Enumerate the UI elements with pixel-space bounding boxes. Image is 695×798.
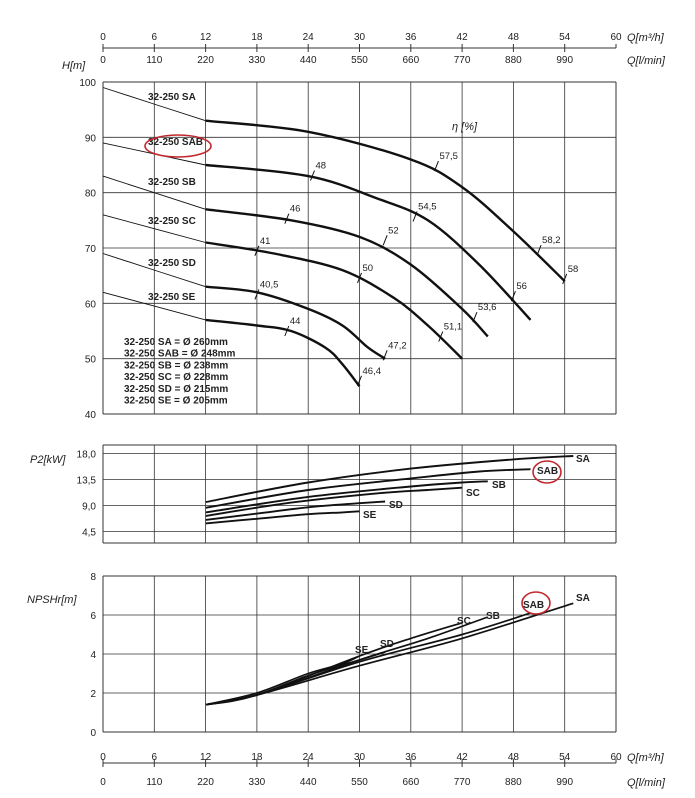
diameter-legend-item: 32-250 SE = Ø 205mm [124, 395, 228, 407]
head-y-tick-label: 40 [84, 410, 96, 421]
bottom-lmin-tick-label: 990 [556, 777, 574, 788]
head-curve-label: 32-250 SD [148, 258, 196, 269]
diameter-legend-item: 32-250 SD = Ø 215mm [124, 383, 229, 395]
npsh-curve-se [206, 656, 360, 705]
npsh-curve-label: SE [355, 645, 369, 656]
diameter-legend-item: 32-250 SA = Ø 260mm [124, 337, 228, 348]
top-lmin-tick-label: 550 [351, 55, 368, 66]
efficiency-mark-label: 58,2 [542, 235, 561, 247]
efficiency-mark-label: 50 [362, 262, 374, 274]
head-curve-32-250-sc [206, 243, 463, 359]
efficiency-mark-label: 46,4 [362, 365, 381, 377]
npsh-y-tick-label: 0 [90, 728, 96, 739]
bottom-lmin-tick-label: 220 [197, 777, 214, 788]
power-curve-sc [206, 488, 463, 516]
top-lmin-tick-label: 110 [146, 55, 163, 66]
npsh-curve-label: SD [380, 639, 394, 650]
npsh-y-tick-label: 4 [90, 650, 96, 661]
power-y-tick-label: 18,0 [76, 449, 96, 461]
head-y-tick-label: 50 [84, 354, 96, 366]
efficiency-mark-label: 51,1 [443, 321, 463, 333]
npsh-curve-label: SB [486, 611, 500, 622]
power-y-tick-label: 9,0 [82, 501, 96, 513]
efficiency-label: η [%] [452, 121, 478, 133]
efficiency-mark-label: 53,6 [477, 302, 497, 314]
npsh-y-axis-label: NPSHr[m] [27, 594, 77, 606]
head-curve-label: 32-250 SB [148, 177, 196, 188]
bottom-m3h-tick-label: 54 [559, 752, 571, 763]
bottom-lmin-tick-label: 110 [146, 777, 163, 788]
npsh-curve-sab [206, 613, 531, 705]
bottom-lmin-tick-label: 880 [505, 777, 522, 788]
efficiency-mark-label: 52 [388, 225, 399, 237]
npsh-y-tick-label: 8 [90, 572, 96, 583]
diameter-legend-item: 32-250 SB = Ø 238mm [124, 360, 229, 372]
efficiency-mark-label: 54,5 [418, 201, 437, 213]
bottom-m3h-tick-label: 24 [302, 752, 314, 763]
efficiency-mark-label: 48 [315, 160, 327, 172]
power-curve-label: SC [466, 488, 480, 499]
npsh-y-tick-label: 6 [90, 611, 96, 622]
npsh-curve-label: SC [457, 616, 471, 627]
head-y-tick-label: 70 [84, 244, 96, 255]
efficiency-mark [383, 235, 387, 245]
power-curve-label: SD [389, 500, 403, 511]
top-lmin-tick-label: 880 [505, 55, 522, 66]
bottom-lmin-tick-label: 660 [402, 777, 420, 788]
power-y-tick-label: 13,5 [76, 475, 96, 487]
top-m3h-tick-label: 36 [405, 32, 417, 43]
efficiency-mark-label: 40,5 [259, 279, 279, 291]
diameter-legend-item: 32-250 SAB = Ø 248mm [124, 348, 236, 360]
power-curve-label: SB [492, 480, 506, 491]
top-m3h-tick-label: 24 [302, 32, 314, 43]
npsh-y-tick-label: 2 [90, 689, 96, 700]
efficiency-mark-label: 58 [567, 263, 579, 275]
npsh-curve-label: SA [576, 593, 590, 604]
head-y-tick-label: 80 [84, 188, 96, 200]
top-lmin-tick-label: 660 [402, 55, 420, 66]
top-lmin-tick-label: 220 [197, 55, 214, 66]
power-curve-sa [206, 456, 574, 502]
head-curve-label: 32-250 SAB [148, 137, 204, 148]
top-m3h-tick-label: 18 [251, 32, 263, 43]
top-q-lmin-label: Q[l/min] [627, 55, 665, 67]
head-y-tick-label: 60 [84, 299, 96, 311]
efficiency-mark-label: 41 [259, 235, 271, 247]
power-y-tick-label: 4,5 [82, 527, 96, 539]
top-m3h-tick-label: 42 [456, 32, 468, 43]
bottom-m3h-tick-label: 18 [251, 752, 263, 763]
bottom-lmin-tick-label: 0 [100, 777, 106, 788]
bottom-m3h-tick-label: 36 [405, 752, 417, 763]
top-lmin-tick-label: 770 [453, 55, 471, 66]
bottom-q-lmin-label: Q[l/min] [627, 777, 665, 789]
top-lmin-tick-label: 330 [248, 55, 266, 66]
bottom-m3h-tick-label: 6 [151, 752, 158, 763]
efficiency-mark-label: 56 [516, 281, 527, 293]
bottom-m3h-tick-label: 60 [610, 752, 622, 763]
efficiency-mark-label: 44 [289, 316, 301, 327]
top-m3h-tick-label: 60 [610, 32, 622, 43]
top-m3h-tick-label: 48 [507, 32, 519, 43]
top-lmin-tick-label: 990 [556, 55, 574, 66]
bottom-lmin-tick-label: 440 [299, 777, 317, 788]
diameter-legend-item: 32-250 SC = Ø 228mm [124, 372, 229, 384]
head-curve-label: 32-250 SA [148, 92, 196, 103]
efficiency-mark [537, 245, 541, 255]
bottom-lmin-tick-label: 770 [453, 777, 471, 788]
bottom-m3h-tick-label: 48 [507, 752, 519, 763]
efficiency-mark-label: 46 [289, 203, 301, 215]
bottom-m3h-tick-label: 42 [456, 752, 468, 763]
top-q-m3h-label: Q[m³/h] [627, 32, 664, 44]
bottom-lmin-tick-label: 330 [248, 777, 266, 788]
npsh-curve-sc [206, 623, 463, 705]
power-curve-label: SE [363, 510, 377, 521]
head-curve-label: 32-250 SE [148, 292, 196, 303]
efficiency-mark-label: 47,2 [388, 340, 407, 352]
head-curve-label: 32-250 SC [148, 216, 196, 227]
head-y-tick-label: 100 [79, 78, 96, 89]
top-m3h-tick-label: 6 [151, 32, 158, 43]
top-lmin-tick-label: 440 [299, 55, 317, 66]
power-curve-label: SA [576, 454, 590, 465]
bottom-m3h-tick-label: 0 [100, 752, 106, 763]
power-curve-label: SAB [537, 466, 559, 477]
head-y-axis-label: H[m] [62, 60, 86, 72]
power-y-axis-label: P2[kW] [30, 454, 66, 466]
top-m3h-tick-label: 30 [353, 32, 366, 43]
top-m3h-tick-label: 0 [100, 32, 106, 43]
top-lmin-tick-label: 0 [100, 55, 106, 66]
npsh-curve-label: SAB [523, 600, 545, 611]
top-m3h-tick-label: 54 [559, 32, 571, 43]
head-curve-32-250-sab [206, 165, 531, 320]
bottom-q-m3h-label: Q[m³/h] [627, 752, 664, 764]
head-y-tick-label: 90 [84, 133, 96, 145]
bottom-m3h-tick-label: 30 [353, 752, 366, 763]
bottom-m3h-tick-label: 12 [200, 752, 212, 763]
efficiency-mark-label: 57,5 [439, 151, 458, 163]
bottom-lmin-tick-label: 550 [351, 777, 368, 788]
top-m3h-tick-label: 12 [200, 32, 212, 43]
